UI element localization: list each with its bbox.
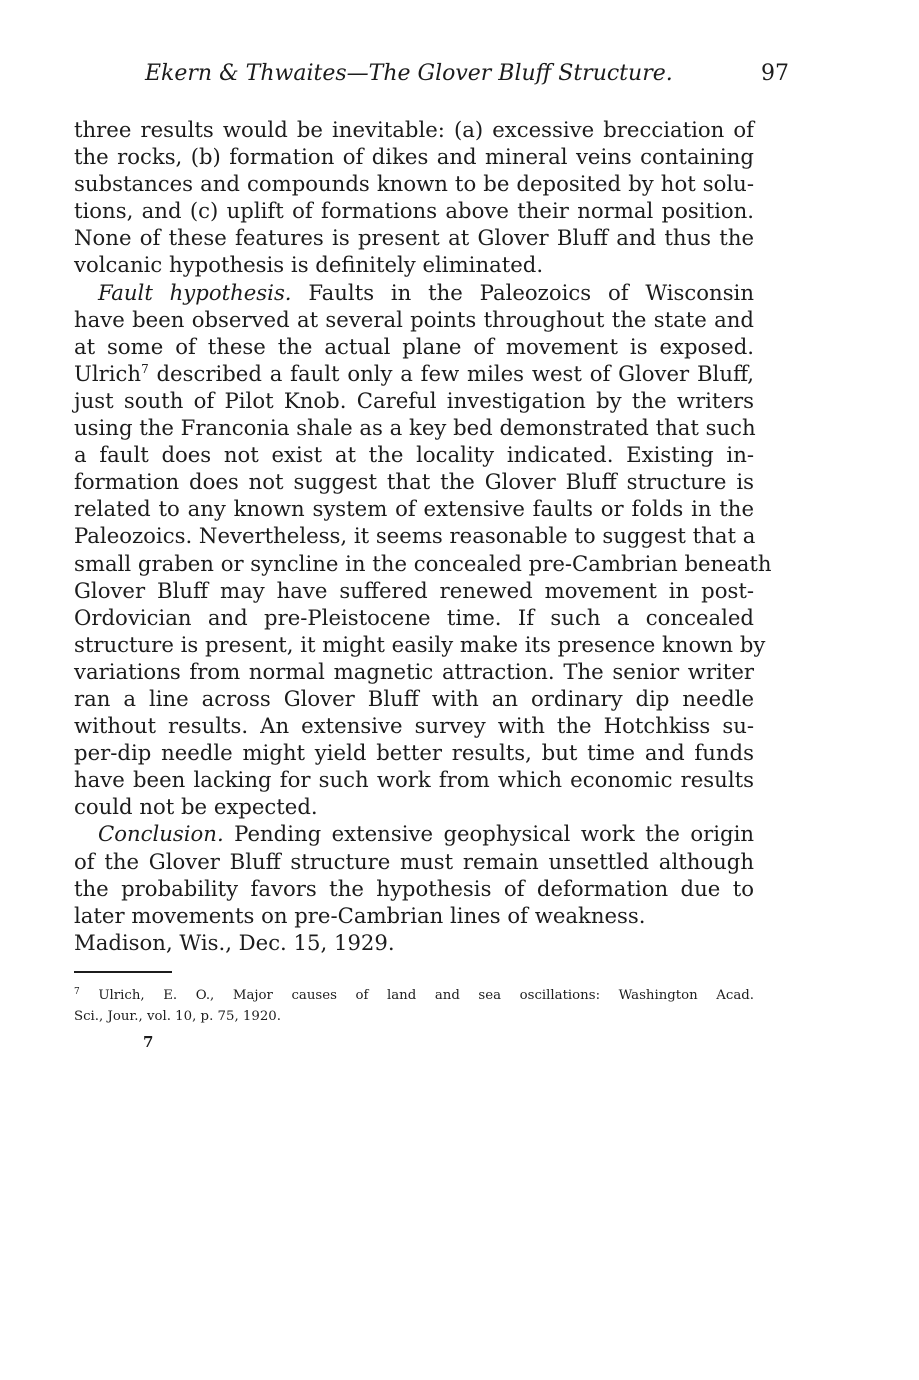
text-line: have been lacking for such work from which economic results [74,767,754,793]
text-line: three results would be inevitable: (a) excessive brecciation of [74,117,754,142]
text-line-with-footnote-ref [74,360,754,387]
text-line: of the Glover Bluff structure must remain unsettled although [74,848,754,874]
paragraph-fault-hypothesis-first-line [74,279,754,306]
text-line: volcanic hypothesis is definitely eliminated. [74,252,544,278]
text-line: tions, and (c) uplift of formations above their normal position. [74,198,754,224]
main-text [74,116,772,956]
text-line: per-dip needle might yield better results, but time and funds [74,740,754,766]
text-line: Paleozoics. Nevertheless, it seems reasonable to suggest that a [74,523,756,549]
section-heading-conclusion: Conclusion. [98,821,224,847]
dateline: Madison, Wis., Dec. 15, 1929. [74,929,395,955]
signature-mark: 7 [143,1033,154,1051]
footnote-line: Sci., Jour., vol. 10, p. 75, 1920. [74,1009,281,1024]
section-heading-fault-hypothesis: Fault hypothesis. [98,279,292,305]
running-header [145,58,789,90]
footnote-line [74,985,754,1006]
text-line: have been observed at several points throughout the state and [74,306,754,332]
paragraph-conclusion-first-line [74,820,754,847]
text-fragment: Ulrich [74,360,142,386]
text-line: formation does not suggest that the Glover Bluff structure is [74,469,754,495]
text-line: at some of these the actual plane of movement is exposed. [74,333,754,359]
footnote-marker: 7 [74,987,80,997]
text-line: using the Franconia shale as a key bed demonstrated that such [74,415,756,441]
text-line: without results. An extensive survey with the Hotchkiss su- [74,713,754,739]
text-line: Ordovician and pre-Pleistocene time. If such a concealed [74,604,754,630]
text-line: related to any known system of extensive faults or folds in the [74,496,754,522]
footnote-divider [74,971,172,973]
text-line: None of these features is present at Glover Bluff and thus the [74,225,754,251]
text-line: the probability favors the hypothesis of deformation due to [74,875,754,901]
text-line: just south of Pilot Knob. Careful investigation by the writers [74,387,754,413]
text-line: could not be expected. [74,794,318,820]
page-number: 97 [761,61,789,86]
text-line: Glover Bluff may have suffered renewed movement in post- [74,577,754,603]
text-line: small graben or syncline in the concealed pre-Cambrian beneath [74,550,772,576]
running-title: Ekern & Thwaites—The Glover Bluff Structure. [145,61,673,86]
text-line: ran a line across Glover Bluff with an ordinary dip needle [74,685,754,711]
text-line: a fault does not exist at the locality indicated. Existing in- [74,442,754,468]
text-line: substances and compounds known to be deposited by hot solu- [74,171,754,197]
footnote [74,985,754,1027]
text-line: later movements on pre-Cambrian lines of weakness. [74,902,646,928]
footnote-reference[interactable]: 7 [141,361,149,376]
text-line: variations from normal magnetic attraction. The senior writer [74,658,754,684]
footnote-text: Ulrich, E. O., Major causes of land and sea oscillations: Washington Acad. [79,988,754,1003]
text-line: structure is present, it might easily make its presence known by [74,631,766,657]
text-line: the rocks, (b) formation of dikes and mineral veins containing [74,144,754,170]
text-fragment: described a fault only a few miles west of Glover Bluff, [148,360,754,386]
text-fragment: Faults in the Paleozoics of Wisconsin [291,279,754,305]
text-fragment: Pending extensive geophysical work the origin [223,821,754,847]
